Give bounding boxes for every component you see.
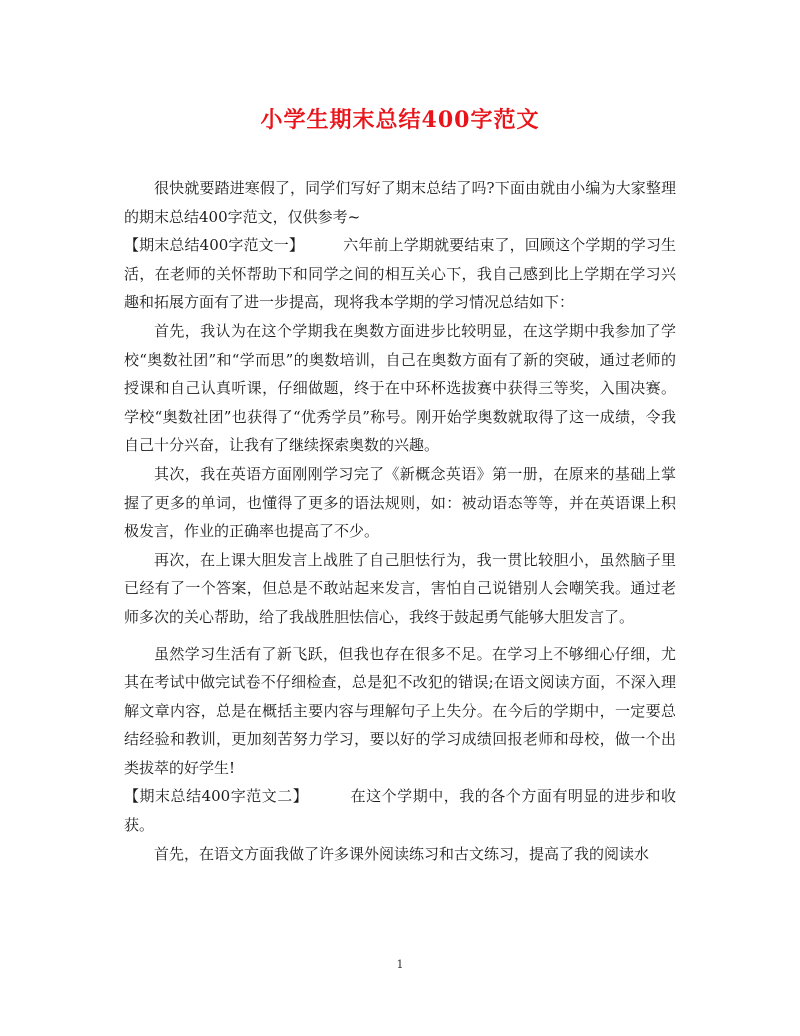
- paragraph-speaking: [124, 546, 676, 632]
- section-heading: 【期末总结400字范文一】: [124, 236, 305, 255]
- document-title: 小学生期末总结400字范文: [260, 107, 540, 133]
- paragraph-text: 在这个学期中，我的各个方面有明显的进步和收获。: [124, 787, 676, 835]
- paragraph-shortcomings: [124, 640, 676, 783]
- paragraph-text: 再次，在上课大胆发言上战胜了自己胆怯行为，我一贯比较胆小，虽然脑子里已经有了一个答案，但总是不敢站起来发言，害怕自己说错别人会嘲笑我。通过老师多次的关心帮助，给了我战胜胆怯信心，我终于鼓起勇气能够大胆发言了。: [124, 550, 676, 626]
- paragraph-text: 首先，在语文方面我做了许多课外阅读练习和古文练习，提高了我的阅读水: [154, 844, 650, 863]
- paragraph-section-one: [124, 231, 676, 317]
- paragraph-text: 首先，我认为在这个学期我在奥数方面进步比较明显，在这学期中我参加了学校“奥数社团”和“学而思”的奥数培训，自己在奥数方面有了新的突破，通过老师的授课和自己认真听课，仔细做题，终于在中环杯选拔赛中获得三等奖，入围决赛。学校“奥数社团”也获得了“优秀学员”称号。刚开始学奥数就取得了这一成绩，令我自己十分兴奋，让我有了继续探索奥数的兴趣。: [124, 321, 676, 455]
- page-number: 1: [396, 958, 404, 971]
- paragraph-chinese: [124, 840, 676, 869]
- document-body: [124, 174, 676, 868]
- paragraph-text: 很快就要踏进寒假了，同学们写好了期末总结了吗?下面由就由小编为大家整理的期末总结400字范文，仅供参考~: [124, 179, 676, 226]
- section-heading: 【期末总结400字范文二】: [124, 787, 309, 806]
- paragraph-english: [124, 460, 676, 546]
- paragraph-math: [124, 317, 676, 460]
- paragraph-text: 其次，我在英语方面刚刚学习完了《新概念英语》第一册，在原来的基础上掌握了更多的单词，也懂得了更多的语法规则，如：被动语态等等，并在英语课上积极发言，作业的正确率也提高了不少。: [124, 464, 676, 541]
- paragraph-intro: [124, 174, 676, 231]
- paragraph-text: 虽然学习生活有了新飞跃，但我也存在很多不足。在学习上不够细心仔细，尤其在考试中做完试卷不仔细检查，总是犯不改犯的错误;在语文阅读方面，不深入理解文章内容，总是在概括主要内容与理解句子上失分。在今后的学期中，一定要总结经验和教训，更加刻苦努力学习，要以好的学习成绩回报老师和母校，做一个出类拔萃的好学生!: [124, 644, 676, 777]
- paragraph-text: 六年前上学期就要结束了，回顾这个学期的学习生活，在老师的关怀帮助下和同学之间的相互关心下，我自己感到比上学期在学习兴趣和拓展方面有了进一步提高，现将我本学期的学习情况总结如下：: [124, 236, 676, 312]
- paragraph-section-two: [124, 782, 676, 839]
